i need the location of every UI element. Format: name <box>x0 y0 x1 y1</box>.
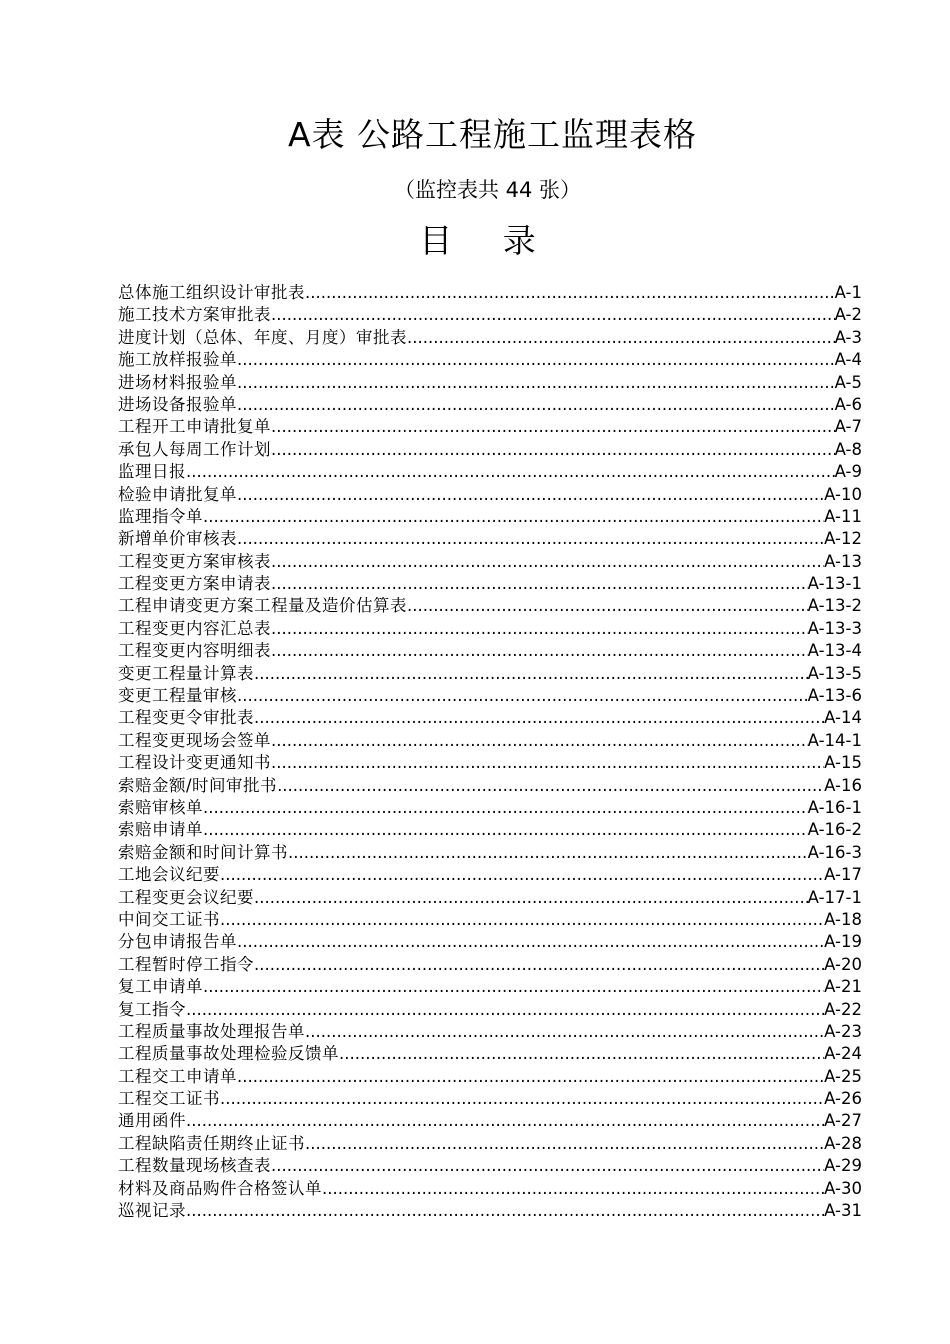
toc-entry <box>118 349 862 371</box>
toc-dot-leader <box>203 819 808 841</box>
toc-entry-code: A-13-6 <box>807 686 862 706</box>
toc-entry-label: 工程变更内容明细表 <box>118 641 271 661</box>
toc-entry-code: A-31 <box>824 1201 862 1221</box>
toc-entry-code: A-10 <box>824 484 862 504</box>
toc-entry <box>118 1110 862 1132</box>
document-title: A表 公路工程施工监理表格 <box>287 115 698 154</box>
toc-entry <box>118 528 862 550</box>
toc-entry <box>118 1133 862 1155</box>
toc-entry <box>118 1155 862 1177</box>
toc-entry-label: 工程暂时停工指令 <box>118 954 254 974</box>
toc-entry-label: 工程申请变更方案工程量及造价估算表 <box>118 596 407 616</box>
toc-entry-label: 通用函件 <box>118 1111 186 1131</box>
toc-entry <box>118 327 862 349</box>
toc-dot-leader <box>186 1200 824 1222</box>
toc-entry-label: 施工放样报验单 <box>118 350 237 370</box>
toc-dot-leader <box>186 461 835 483</box>
toc-dot-leader <box>407 595 808 617</box>
toc-dot-leader <box>203 506 824 528</box>
toc-entry <box>118 573 862 595</box>
toc-entry <box>118 663 862 685</box>
toc-dot-leader <box>237 685 808 707</box>
toc-entry <box>118 1066 862 1088</box>
toc-entry <box>118 439 862 461</box>
toc-entry <box>118 618 862 640</box>
toc-entry <box>118 1200 862 1222</box>
toc-dot-leader <box>237 349 835 371</box>
toc-dot-leader <box>305 1021 824 1043</box>
toc-entry-code: A-13-4 <box>807 641 862 661</box>
document-subtitle: （监控表共 44 张） <box>393 178 582 202</box>
toc-entry-label: 工程变更内容汇总表 <box>118 618 271 638</box>
toc-entry-code: A-5 <box>834 372 862 392</box>
toc-entry-code: A-25 <box>824 1066 862 1086</box>
toc-entry-label: 复工申请单 <box>118 977 203 997</box>
toc-entry <box>118 707 862 729</box>
toc-entry-code: A-13-1 <box>807 574 862 594</box>
toc-entry-label: 监理日报 <box>118 462 186 482</box>
toc-dot-leader <box>254 887 808 909</box>
toc-entry-code: A-13-5 <box>807 663 862 683</box>
toc-entry <box>118 551 862 573</box>
toc-entry <box>118 999 862 1021</box>
toc-entry-label: 工程开工申请批复单 <box>118 417 271 437</box>
toc-entry-code: A-16-3 <box>807 842 862 862</box>
toc-entry-code: A-30 <box>824 1178 862 1198</box>
toc-entry-code: A-12 <box>824 529 862 549</box>
toc-entry-label: 复工指令 <box>118 999 186 1019</box>
toc-entry <box>118 931 862 953</box>
toc-entry-label: 进场设备报验单 <box>118 394 237 414</box>
toc-entry-label: 索赔申请单 <box>118 820 203 840</box>
toc-entry <box>118 461 862 483</box>
toc-entry-code: A-13-3 <box>807 618 862 638</box>
toc-entry <box>118 304 862 326</box>
toc-entry-label: 工程变更方案申请表 <box>118 574 271 594</box>
toc-entry-code: A-18 <box>824 909 862 929</box>
toc-entry-label: 总体施工组织设计审批表 <box>118 283 305 302</box>
toc-dot-leader <box>271 551 824 573</box>
toc-dot-leader <box>254 707 824 729</box>
table-of-contents <box>118 282 862 1222</box>
toc-dot-leader <box>203 976 824 998</box>
toc-entry-code: A-11 <box>824 506 862 526</box>
toc-dot-leader <box>271 416 835 438</box>
toc-entry-label: 进度计划（总体、年度、月度）审批表 <box>118 327 407 347</box>
toc-dot-leader <box>237 1066 824 1088</box>
toc-entry <box>118 954 862 976</box>
toc-entry <box>118 372 862 394</box>
toc-dot-leader <box>305 1133 824 1155</box>
toc-entry-label: 变更工程量计算表 <box>118 663 254 683</box>
toc-entry <box>118 752 862 774</box>
toc-entry <box>118 506 862 528</box>
toc-entry-label: 施工技术方案审批表 <box>118 305 271 325</box>
toc-entry <box>118 416 862 438</box>
toc-dot-leader <box>407 327 835 349</box>
toc-entry <box>118 842 862 864</box>
toc-entry-code: A-13-2 <box>807 596 862 616</box>
toc-entry-label: 工程交工申请单 <box>118 1066 237 1086</box>
toc-dot-leader <box>254 663 808 685</box>
toc-entry <box>118 1088 862 1110</box>
toc-dot-leader <box>271 573 808 595</box>
toc-entry-label: 工程变更会议纪要 <box>118 887 254 907</box>
toc-entry-label: 工程质量事故处理报告单 <box>118 1021 305 1041</box>
toc-entry <box>118 730 862 752</box>
toc-entry <box>118 819 862 841</box>
toc-entry-code: A-29 <box>824 1156 862 1176</box>
toc-entry-label: 进场材料报验单 <box>118 372 237 392</box>
toc-entry <box>118 887 862 909</box>
toc-entry <box>118 909 862 931</box>
toc-dot-leader <box>288 842 808 864</box>
toc-entry-label: 变更工程量审核 <box>118 686 237 706</box>
toc-entry-label: 分包申请报告单 <box>118 932 237 952</box>
toc-entry-code: A-6 <box>834 394 862 414</box>
toc-entry <box>118 1178 862 1200</box>
toc-dot-leader <box>237 484 824 506</box>
toc-entry-code: A-2 <box>834 305 862 325</box>
toc-entry-code: A-4 <box>834 350 862 370</box>
toc-entry-code: A-16-1 <box>807 797 862 817</box>
toc-entry-label: 工程交工证书 <box>118 1089 220 1109</box>
toc-entry-code: A-1 <box>834 283 862 302</box>
toc-dot-leader <box>271 752 824 774</box>
toc-entry-code: A-17-1 <box>807 887 862 907</box>
toc-dot-leader <box>254 954 824 976</box>
toc-heading: 目 录 <box>419 221 556 260</box>
toc-entry-code: A-8 <box>834 439 862 459</box>
toc-entry <box>118 484 862 506</box>
toc-entry-label: 中间交工证书 <box>118 909 220 929</box>
toc-entry-code: A-28 <box>824 1133 862 1153</box>
toc-entry-label: 巡视记录 <box>118 1201 186 1221</box>
toc-dot-leader <box>220 864 824 886</box>
toc-entry-label: 工程设计变更通知书 <box>118 753 271 773</box>
toc-dot-leader <box>322 1178 824 1200</box>
toc-entry-code: A-15 <box>824 753 862 773</box>
toc-entry-label: 工地会议纪要 <box>118 865 220 885</box>
toc-entry-code: A-27 <box>824 1111 862 1131</box>
toc-entry-label: 索赔金额/时间审批书 <box>118 775 278 795</box>
toc-entry-code: A-19 <box>824 932 862 952</box>
toc-dot-leader <box>271 640 808 662</box>
toc-entry <box>118 595 862 617</box>
toc-entry-label: 工程变更方案审核表 <box>118 551 271 571</box>
toc-entry <box>118 685 862 707</box>
toc-entry-code: A-23 <box>824 1021 862 1041</box>
toc-entry-code: A-22 <box>824 999 862 1019</box>
toc-dot-leader <box>271 439 835 461</box>
toc-entry-label: 工程质量事故处理检验反馈单 <box>118 1044 339 1064</box>
toc-entry-label: 新增单价审核表 <box>118 529 237 549</box>
toc-entry-code: A-16-2 <box>807 820 862 840</box>
toc-entry-code: A-17 <box>824 865 862 885</box>
toc-entry-code: A-13 <box>824 551 862 571</box>
toc-entry-label: 监理指令单 <box>118 506 203 526</box>
toc-entry-label: 工程缺陷责任期终止证书 <box>118 1133 305 1153</box>
toc-entry <box>118 1021 862 1043</box>
toc-dot-leader <box>339 1043 824 1065</box>
toc-entry-code: A-9 <box>834 462 862 482</box>
toc-dot-leader <box>220 1088 824 1110</box>
toc-entry <box>118 775 862 797</box>
toc-entry <box>118 864 862 886</box>
toc-entry <box>118 1043 862 1065</box>
toc-dot-leader <box>271 1155 824 1177</box>
toc-dot-leader <box>203 797 808 819</box>
toc-dot-leader <box>271 304 835 326</box>
toc-entry-code: A-21 <box>824 977 862 997</box>
toc-entry <box>118 640 862 662</box>
toc-dot-leader <box>271 730 808 752</box>
toc-entry-label: 工程变更令审批表 <box>118 708 254 728</box>
toc-entry-code: A-16 <box>824 775 862 795</box>
toc-entry-code: A-3 <box>834 327 862 347</box>
toc-entry-label: 检验申请批复单 <box>118 484 237 504</box>
toc-dot-leader <box>237 528 824 550</box>
toc-entry-label: 工程数量现场核查表 <box>118 1156 271 1176</box>
toc-entry-label: 承包人每周工作计划 <box>118 439 271 459</box>
toc-entry-code: A-20 <box>824 954 862 974</box>
toc-entry-code: A-24 <box>824 1044 862 1064</box>
toc-dot-leader <box>220 909 824 931</box>
toc-dot-leader <box>277 775 824 797</box>
toc-entry <box>118 797 862 819</box>
toc-entry-label: 索赔审核单 <box>118 797 203 817</box>
toc-entry-label: 索赔金额和时间计算书 <box>118 842 288 862</box>
toc-entry-code: A-26 <box>824 1089 862 1109</box>
toc-dot-leader <box>186 999 824 1021</box>
toc-dot-leader <box>237 931 824 953</box>
toc-entry-label: 材料及商品购件合格签认单 <box>118 1178 322 1198</box>
toc-dot-leader <box>237 394 835 416</box>
toc-entry-code: A-7 <box>834 417 862 437</box>
toc-entry-label: 工程变更现场会签单 <box>118 730 271 750</box>
toc-entry <box>118 282 862 304</box>
toc-dot-leader <box>186 1110 824 1132</box>
toc-dot-leader <box>237 372 835 394</box>
toc-dot-leader <box>271 618 808 640</box>
toc-entry-code: A-14 <box>824 708 862 728</box>
toc-entry <box>118 976 862 998</box>
toc-entry-code: A-14-1 <box>807 730 862 750</box>
toc-dot-leader <box>305 282 835 304</box>
toc-entry <box>118 394 862 416</box>
